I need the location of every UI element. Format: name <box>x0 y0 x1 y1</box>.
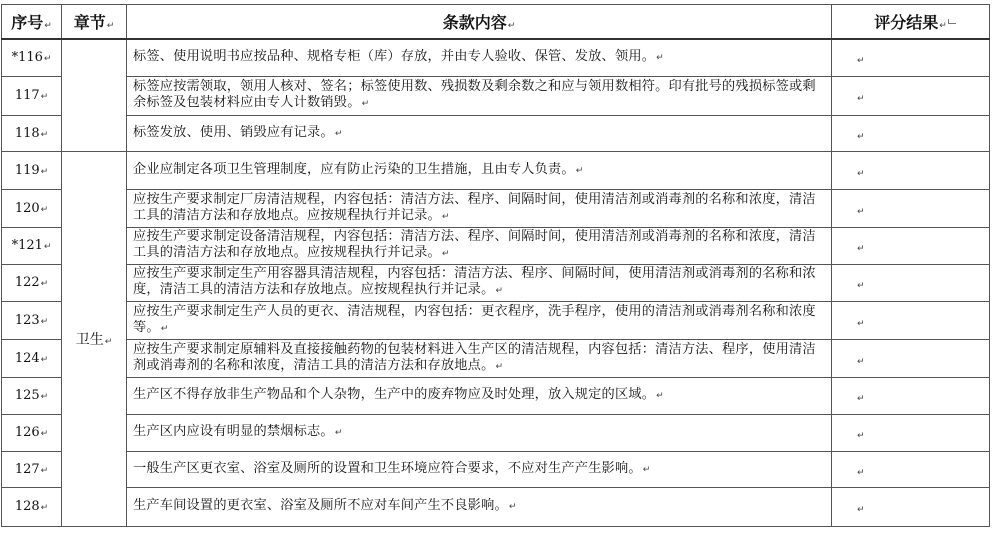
header-number <box>2 5 62 40</box>
score-cell[interactable] <box>832 451 990 487</box>
clause-text: 标签应按需领取，领用人核对、签名；标签使用数、残损数及剩余数之和应与领用数相符。印有批号的残损标签或剩余标签及包装材料应由专人计数销毁。↵ <box>127 76 832 115</box>
clause-text: 一般生产区更衣室、浴室及厕所的设置和卫生环境应符合要求，不应对生产产生影响。↵ <box>127 451 832 487</box>
paragraph-mark-icon: ↵ <box>857 94 865 104</box>
paragraph-mark-icon: ↵ <box>40 465 49 476</box>
paragraph-mark-icon: ↵ <box>40 279 49 289</box>
clause-text: 生产车间设置的更衣室、浴室及厕所不应对车间产生不良影响。↵ <box>127 487 832 526</box>
score-cell[interactable] <box>832 227 990 264</box>
table-row <box>2 339 990 377</box>
score-cell[interactable] <box>832 301 990 339</box>
paragraph-mark-icon: ↵ <box>160 323 169 334</box>
paragraph-mark-icon: ↵ <box>106 21 115 31</box>
clause-number: 120↵ <box>2 189 62 227</box>
clause-number: 118↵ <box>2 115 62 151</box>
paragraph-mark-icon: ↵ <box>857 467 865 478</box>
paragraph-mark-icon: ↵ <box>857 505 865 515</box>
paragraph-mark-icon: ↵ <box>40 316 49 327</box>
paragraph-mark-icon: ↵ <box>507 21 516 31</box>
paragraph-mark-icon: ↵ <box>857 168 865 179</box>
paragraph-mark-icon: ↵ <box>642 464 651 475</box>
clause-number: *121↵ <box>2 227 62 264</box>
table-row <box>2 487 990 526</box>
table-corner-mark-icon <box>948 19 956 24</box>
paragraph-mark-icon: ↵ <box>495 361 504 372</box>
inspection-clause-table <box>1 4 990 527</box>
table-row <box>2 151 990 189</box>
paragraph-mark-icon: ↵ <box>40 354 49 365</box>
paragraph-mark-icon: ↵ <box>40 166 49 177</box>
paragraph-mark-icon: ↵ <box>40 204 49 215</box>
paragraph-mark-icon: ↵ <box>44 21 52 31</box>
paragraph-mark-icon: ↵ <box>857 318 865 329</box>
score-cell[interactable] <box>832 377 990 414</box>
paragraph-mark-icon: ↵ <box>361 99 370 109</box>
clause-text: 标签发放、使用、销毁应有记录。↵ <box>127 115 832 151</box>
paragraph-mark-icon: ↵ <box>40 129 49 140</box>
paragraph-mark-icon: ↵ <box>857 131 865 142</box>
score-cell[interactable] <box>832 151 990 189</box>
paragraph-mark-icon: ↵ <box>656 53 664 64</box>
paragraph-mark-icon: ↵ <box>857 356 865 367</box>
clause-text: 应按生产要求制定设备清洁规程，内容包括：清洁方法、程序、间隔时间，使用清洁剂或消毒剂的名称和浓度，清洁工具的清洁方法和存放地点。应按规程执行并记录。↵ <box>127 227 832 264</box>
table-row <box>2 451 990 487</box>
table-row <box>2 264 990 301</box>
table-row <box>2 189 990 227</box>
header-score <box>832 5 990 40</box>
paragraph-mark-icon: ↵ <box>40 503 49 513</box>
score-cell[interactable] <box>832 339 990 377</box>
clause-number: 117↵ <box>2 76 62 115</box>
table-row <box>2 227 990 264</box>
score-cell[interactable] <box>832 414 990 451</box>
paragraph-mark-icon: ↵ <box>334 128 343 139</box>
clause-text: 生产区内应设有明显的禁烟标志。↵ <box>127 414 832 451</box>
clause-text: 标签、使用说明书应按品种、规格专柜（库）存放，并由专人验收、保管、发放、领用。↵ <box>127 39 832 76</box>
header-number-label: 序号 <box>11 13 44 32</box>
paragraph-mark-icon: ↵ <box>40 429 49 439</box>
paragraph-mark-icon: ↵ <box>43 242 52 252</box>
clause-text: 应按生产要求制定生产用容器具清洁规程，内容包括：清洁方法、程序、间隔时间，使用清洁剂或消毒剂的名称和浓度，清洁工具的清洁方法和存放地点。应按规程执行并记录。↵ <box>127 264 832 301</box>
clause-number: 127↵ <box>2 451 62 487</box>
paragraph-mark-icon: ↵ <box>857 431 865 441</box>
paragraph-mark-icon: ↵ <box>857 281 865 291</box>
paragraph-mark-icon: ↵ <box>857 244 865 254</box>
header-score-label: 评分结果 <box>874 13 939 32</box>
clause-number: 125↵ <box>2 377 62 414</box>
paragraph-mark-icon: ↵ <box>939 21 947 31</box>
paragraph-mark-icon: ↵ <box>857 394 865 404</box>
score-cell[interactable] <box>832 189 990 227</box>
clause-text: 生产区不得存放非生产物品和个人杂物，生产中的废弃物应及时处理，放入规定的区域。↵ <box>127 377 832 414</box>
score-cell[interactable] <box>832 76 990 115</box>
section-cell-empty <box>62 39 127 151</box>
clause-text: 应按生产要求制定厂房清洁规程，内容包括：清洁方法、程序、间隔时间，使用清洁剂或消毒剂的名称和浓度，清洁工具的清洁方法和存放地点。应按规程执行并记录。↵ <box>127 189 832 227</box>
paragraph-mark-icon: ↵ <box>40 392 49 402</box>
header-content-label: 条款内容 <box>442 13 507 32</box>
header-row <box>2 5 990 40</box>
score-cell[interactable] <box>832 264 990 301</box>
section-label: 卫生 <box>75 331 104 348</box>
clause-text: 应按生产要求制定原辅料及直接接触药物的包装材料进入生产区的清洁规程，内容包括：清洁方法、程序，使用清洁剂或消毒剂的名称和浓度，清洁工具的清洁方法和存放地点。↵ <box>127 339 832 377</box>
paragraph-mark-icon: ↵ <box>857 56 865 67</box>
paragraph-mark-icon: ↵ <box>104 336 113 347</box>
paragraph-mark-icon: ↵ <box>857 206 865 217</box>
header-content <box>127 5 832 40</box>
header-section-label: 章节 <box>73 13 106 32</box>
paragraph-mark-icon: ↵ <box>495 286 504 296</box>
table-row <box>2 414 990 451</box>
clause-number: 119↵ <box>2 151 62 189</box>
paragraph-mark-icon: ↵ <box>441 249 450 259</box>
paragraph-mark-icon: ↵ <box>40 92 49 102</box>
table-row <box>2 301 990 339</box>
table-row <box>2 76 990 115</box>
clause-text: 应按生产要求制定生产人员的更衣、清洁规程，内容包括：更衣程序，洗手程序，使用的清洁剂或消毒剂名称和浓度等。↵ <box>127 301 832 339</box>
paragraph-mark-icon: ↵ <box>441 211 450 222</box>
paragraph-mark-icon: ↵ <box>508 502 517 512</box>
clause-number: 126↵ <box>2 414 62 451</box>
table-row <box>2 115 990 151</box>
paragraph-mark-icon: ↵ <box>43 54 52 65</box>
clause-number: 123↵ <box>2 301 62 339</box>
clause-number: 128↵ <box>2 487 62 526</box>
paragraph-mark-icon: ↵ <box>575 165 584 176</box>
clause-number: 124↵ <box>2 339 62 377</box>
header-section <box>62 5 127 40</box>
clause-number: 122↵ <box>2 264 62 301</box>
score-cell[interactable] <box>832 487 990 526</box>
score-cell[interactable] <box>832 39 990 76</box>
paragraph-mark-icon: ↵ <box>334 428 343 438</box>
section-cell <box>62 151 127 526</box>
score-cell[interactable] <box>832 115 990 151</box>
paragraph-mark-icon: ↵ <box>656 391 664 401</box>
table-row <box>2 377 990 414</box>
clause-text: 企业应制定各项卫生管理制度，应有防止污染的卫生措施，且由专人负责。↵ <box>127 151 832 189</box>
clause-number: *116↵ <box>2 39 62 76</box>
table-row <box>2 39 990 76</box>
